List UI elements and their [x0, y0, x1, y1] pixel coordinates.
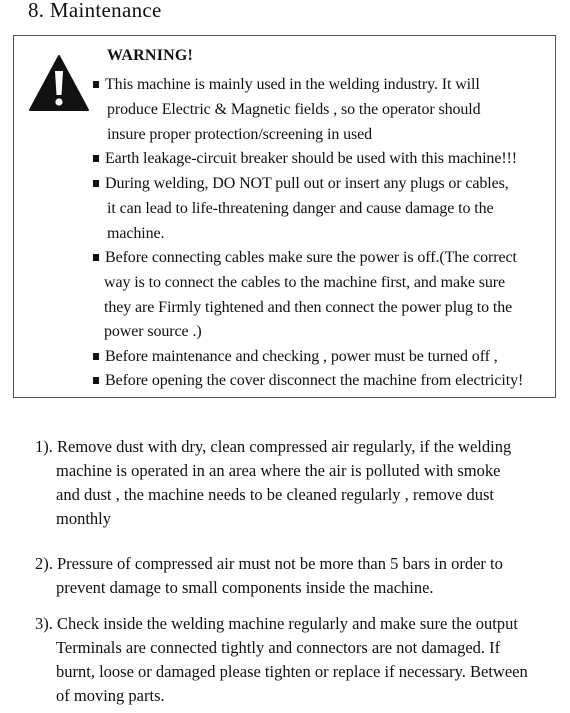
bullet-icon	[93, 155, 99, 162]
warning-line: During welding, DO NOT pull out or insert any plugs or cables,	[93, 173, 509, 195]
warning-line: it can lead to life-threatening danger and cause damage to the	[107, 200, 494, 217]
warning-title: WARNING!	[107, 47, 194, 64]
section-title: 8. Maintenance	[28, 0, 162, 22]
bullet-icon	[93, 353, 99, 360]
warning-line: produce Electric & Magnetic fields , so the operator should	[107, 101, 481, 118]
bullet-icon	[93, 254, 99, 261]
warning-box	[13, 35, 556, 398]
warning-line: machine.	[107, 225, 165, 242]
warning-line: insure proper protection/screening in used	[107, 126, 373, 143]
step-line: of moving parts.	[56, 686, 165, 705]
step-line: 1). Remove dust with dry, clean compressed air regularly, if the welding	[35, 437, 512, 456]
warning-line: way is to connect the cables to the machine first, and make sure	[104, 274, 506, 291]
warning-line: power source .)	[104, 323, 202, 340]
step-line: burnt, loose or damaged please tighten or replace if necessary. Between	[56, 662, 528, 681]
bullet-icon	[93, 81, 99, 88]
step-line: machine is operated in an area where the air is polluted with smoke	[56, 461, 501, 480]
step-line: prevent damage to small components inside the machine.	[56, 578, 434, 597]
bullet-icon	[93, 180, 99, 187]
step-line: Terminals are connected tightly and connectors are not damaged. If	[56, 638, 501, 657]
bullet-icon	[93, 377, 99, 384]
step-line: 2). Pressure of compressed air must not be more than 5 bars in order to	[35, 554, 503, 573]
step-line: and dust , the machine needs to be cleaned regularly , remove dust	[56, 485, 495, 504]
step-line: monthly	[56, 509, 112, 528]
step-line: 3). Check inside the welding machine regularly and make sure the output	[35, 614, 518, 633]
warning-line: Earth leakage-circuit breaker should be used with this machine!!!	[93, 148, 517, 170]
warning-triangle-icon	[28, 54, 90, 112]
warning-line: they are Firmly tightened and then connect the power plug to the	[104, 299, 513, 316]
warning-line: Before opening the cover disconnect the machine from electricity!	[93, 370, 523, 392]
warning-line: Before connecting cables make sure the power is off.(The correct	[93, 247, 517, 269]
warning-line: This machine is mainly used in the welding industry. It will	[93, 74, 480, 96]
warning-line: Before maintenance and checking , power must be turned off ,	[93, 346, 498, 368]
